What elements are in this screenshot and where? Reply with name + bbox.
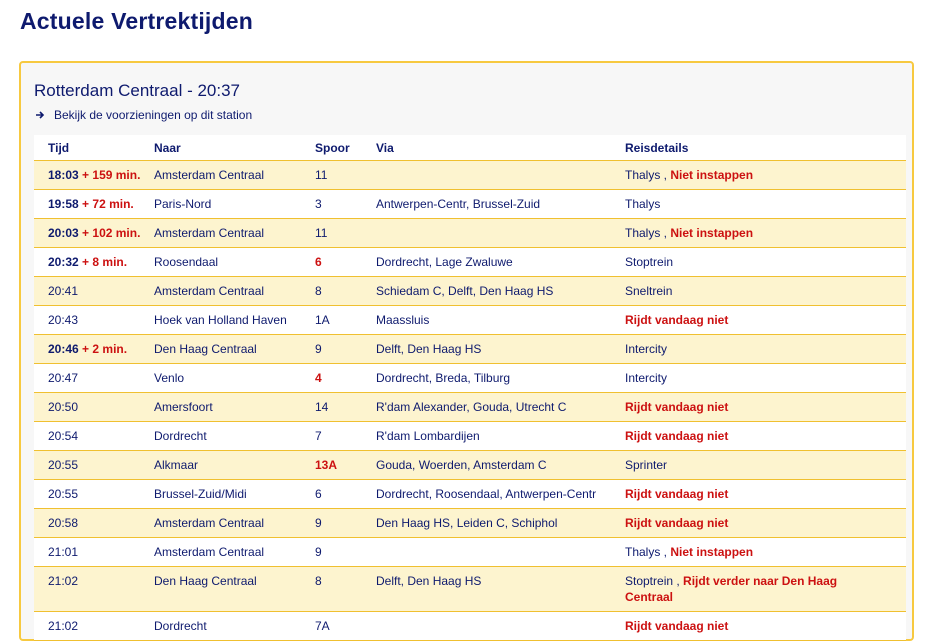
- cell-time: [34, 544, 154, 560]
- cell-destination: Amsterdam Centraal: [154, 284, 265, 298]
- status-remark: Niet instappen: [670, 545, 754, 559]
- cell-destination: Hoek van Holland Haven: [154, 313, 287, 327]
- cell-via: R'dam Lombardijen: [376, 429, 480, 443]
- cell-destination: Dordrecht: [154, 619, 207, 633]
- separator: ,: [660, 545, 671, 559]
- departure-time: 21:01: [48, 545, 79, 559]
- cell-platform: 1A: [315, 313, 330, 327]
- cell-details: [625, 167, 840, 183]
- table-row: [34, 393, 906, 422]
- departure-time: 20:41: [48, 284, 79, 298]
- cell-time: [34, 515, 154, 531]
- cell-time: [34, 254, 154, 270]
- cell-time: [34, 196, 154, 212]
- cell-destination: Dordrecht: [154, 429, 207, 443]
- cell-destination: Amsterdam Centraal: [154, 516, 265, 530]
- header-platform: Spoor: [315, 140, 350, 155]
- cell-platform: 7: [315, 429, 322, 443]
- separator: ,: [673, 574, 684, 588]
- status-remark: Niet instappen: [670, 226, 754, 240]
- cell-via: Dordrecht, Roosendaal, Antwerpen-Centr: [376, 487, 597, 501]
- cell-platform: 6: [315, 255, 322, 269]
- cell-platform: 4: [315, 371, 322, 385]
- cell-destination: Amsterdam Centraal: [154, 168, 265, 182]
- cell-destination: Brussel-Zuid/Midi: [154, 487, 247, 501]
- header-via: Via: [376, 140, 394, 155]
- cell-details: [625, 341, 840, 357]
- delay-badge: + 8 min.: [82, 255, 128, 269]
- table-row: [34, 538, 906, 567]
- table-row: [34, 567, 906, 612]
- cell-destination: Roosendaal: [154, 255, 219, 269]
- status-remark: Rijdt vandaag niet: [625, 487, 729, 501]
- cell-via: [376, 225, 625, 241]
- departure-time: 21:02: [48, 574, 79, 588]
- table-row: [34, 277, 906, 306]
- facilities-link-label: Bekijk de voorzieningen op dit station: [54, 108, 253, 122]
- table-row: [34, 190, 906, 219]
- train-type: Sprinter: [625, 458, 668, 472]
- cell-platform: 7A: [315, 619, 330, 633]
- departure-time: 21:02: [48, 619, 79, 633]
- header-details: Reisdetails: [625, 140, 689, 155]
- cell-details: [625, 618, 840, 634]
- cell-details: [625, 283, 840, 299]
- header-destination: Naar: [154, 140, 181, 155]
- departure-time: 20:43: [48, 313, 79, 327]
- delay-badge: + 102 min.: [82, 226, 141, 240]
- arrow-right-icon: [35, 110, 45, 120]
- cell-platform: 13A: [315, 458, 338, 472]
- separator: ,: [660, 226, 671, 240]
- cell-time: [34, 573, 154, 605]
- cell-details: [625, 370, 840, 386]
- separator: ,: [660, 168, 671, 182]
- cell-time: [34, 428, 154, 444]
- delay-badge: + 2 min.: [82, 342, 128, 356]
- cell-via: R'dam Alexander, Gouda, Utrecht C: [376, 400, 567, 414]
- cell-via: Dordrecht, Lage Zwaluwe: [376, 255, 513, 269]
- departure-time: 20:55: [48, 487, 79, 501]
- table-row: [34, 335, 906, 364]
- cell-via: [376, 167, 625, 183]
- cell-destination: Den Haag Centraal: [154, 342, 257, 356]
- table-row: [34, 248, 906, 277]
- train-type: Sneltrein: [625, 284, 673, 298]
- status-remark: Rijdt vandaag niet: [625, 429, 729, 443]
- cell-via: Delft, Den Haag HS: [376, 574, 482, 588]
- status-remark: Rijdt verder naar Den Haag Centraal: [625, 574, 838, 604]
- cell-platform: 6: [315, 487, 322, 501]
- delay-badge: + 72 min.: [82, 197, 134, 211]
- table-header: [34, 135, 906, 161]
- table-row: [34, 219, 906, 248]
- cell-platform: 14: [315, 400, 329, 414]
- train-type: Thalys: [625, 197, 661, 211]
- cell-details: [625, 312, 840, 328]
- cell-details: [625, 225, 840, 241]
- station-title: Rotterdam Centraal - 20:37: [34, 81, 240, 100]
- status-remark: Rijdt vandaag niet: [625, 400, 729, 414]
- departure-time: 20:46: [48, 342, 79, 356]
- cell-details: [625, 457, 840, 473]
- table-row: [34, 509, 906, 538]
- cell-time: [34, 399, 154, 415]
- departure-time: 18:03: [48, 168, 79, 182]
- cell-platform: 11: [315, 226, 328, 240]
- table-row: [34, 161, 906, 190]
- delay-badge: + 159 min.: [82, 168, 141, 182]
- status-remark: Niet instappen: [670, 168, 754, 182]
- departure-time: 20:32: [48, 255, 79, 269]
- cell-details: [625, 486, 840, 502]
- cell-destination: Alkmaar: [154, 458, 199, 472]
- cell-destination: Amsterdam Centraal: [154, 226, 265, 240]
- departure-time: 20:58: [48, 516, 79, 530]
- cell-time: [34, 312, 154, 328]
- table-row: [34, 480, 906, 509]
- cell-time: [34, 618, 154, 634]
- cell-platform: 11: [315, 168, 328, 182]
- departures-table: [34, 135, 906, 641]
- departure-time: 20:54: [48, 429, 79, 443]
- cell-details: [625, 399, 840, 415]
- cell-platform: 3: [315, 197, 322, 211]
- departure-time: 20:55: [48, 458, 79, 472]
- cell-platform: 9: [315, 545, 322, 559]
- cell-via: Delft, Den Haag HS: [376, 342, 482, 356]
- table-row: [34, 451, 906, 480]
- train-type: Intercity: [625, 371, 668, 385]
- cell-via: [376, 618, 625, 634]
- cell-platform: 8: [315, 284, 322, 298]
- train-type: Stoptrein: [625, 574, 674, 588]
- status-remark: Rijdt vandaag niet: [625, 619, 729, 633]
- table-row: [34, 422, 906, 451]
- cell-time: [34, 341, 154, 357]
- cell-via: Den Haag HS, Leiden C, Schiphol: [376, 516, 558, 530]
- cell-time: [34, 167, 154, 183]
- table-row: [34, 612, 906, 641]
- header-time: Tijd: [48, 140, 70, 155]
- cell-platform: 8: [315, 574, 322, 588]
- cell-details: [625, 254, 840, 270]
- departure-time: 20:50: [48, 400, 79, 414]
- cell-via: Maassluis: [376, 313, 430, 327]
- cell-details: [625, 573, 840, 605]
- table-body: [34, 161, 906, 641]
- cell-destination: Amsterdam Centraal: [154, 545, 265, 559]
- cell-time: [34, 283, 154, 299]
- table-row: [34, 364, 906, 393]
- cell-time: [34, 225, 154, 241]
- cell-via: [376, 544, 625, 560]
- table-row: [34, 306, 906, 335]
- facilities-link[interactable]: [35, 108, 252, 122]
- train-type: Thalys: [625, 168, 661, 182]
- train-type: Thalys: [625, 545, 661, 559]
- cell-via: Schiedam C, Delft, Den Haag HS: [376, 284, 554, 298]
- train-type: Stoptrein: [625, 255, 674, 269]
- cell-via: Dordrecht, Breda, Tilburg: [376, 371, 511, 385]
- status-remark: Rijdt vandaag niet: [625, 516, 729, 530]
- cell-destination: Paris-Nord: [154, 197, 212, 211]
- departure-time: 20:47: [48, 371, 79, 385]
- cell-destination: Den Haag Centraal: [154, 574, 257, 588]
- cell-details: [625, 196, 840, 212]
- cell-destination: Amersfoort: [154, 400, 213, 414]
- cell-time: [34, 370, 154, 386]
- cell-via: Antwerpen-Centr, Brussel-Zuid: [376, 197, 541, 211]
- cell-platform: 9: [315, 516, 322, 530]
- cell-time: [34, 486, 154, 502]
- cell-destination: Venlo: [154, 371, 185, 385]
- page-title: Actuele Vertrektijden: [20, 8, 254, 34]
- status-remark: Rijdt vandaag niet: [625, 313, 729, 327]
- train-type: Intercity: [625, 342, 668, 356]
- cell-time: [34, 457, 154, 473]
- train-type: Thalys: [625, 226, 661, 240]
- cell-details: [625, 428, 840, 444]
- cell-via: Gouda, Woerden, Amsterdam C: [376, 458, 547, 472]
- cell-details: [625, 544, 840, 560]
- cell-details: [625, 515, 840, 531]
- departure-time: 19:58: [48, 197, 79, 211]
- cell-platform: 9: [315, 342, 322, 356]
- departures-panel: [19, 61, 914, 641]
- departure-time: 20:03: [48, 226, 79, 240]
